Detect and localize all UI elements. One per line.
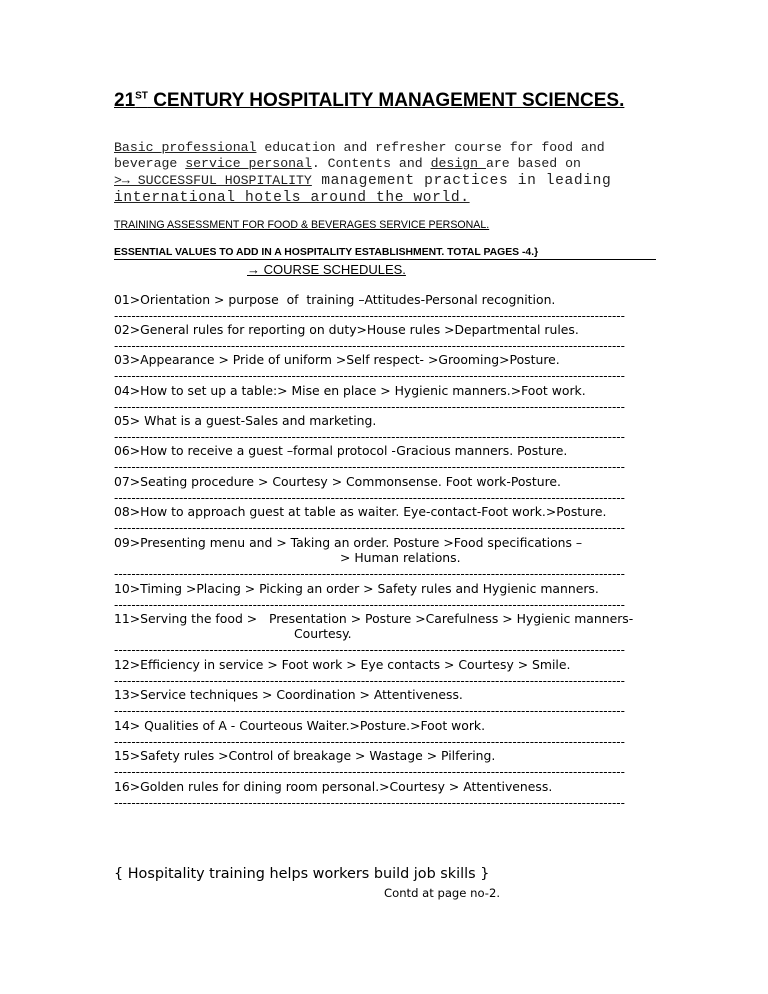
course-schedules-heading: → COURSE SCHEDULES. — [247, 262, 406, 277]
separator: ---------------------------------------------------------------------------------------------------------------------- — [114, 369, 625, 383]
assessment-heading: TRAINING ASSESSMENT FOR FOOD & BEVERAGES SERVICE PERSONAL. — [114, 219, 490, 231]
list-item: 12>Efficiency in service > Foot work > Eye contacts > Courtesy > Smile. — [114, 657, 571, 672]
separator: ---------------------------------------------------------------------------------------------------------------------- — [114, 674, 625, 688]
footer-tagline: { Hospitality training helps workers build job skills } — [114, 866, 490, 882]
continued-note: Contd at page no-2. — [384, 886, 501, 900]
separator: ---------------------------------------------------------------------------------------------------------------------- — [114, 491, 625, 505]
list-item: 01>Orientation > purpose of training –Attitudes-Personal recognition. — [114, 292, 556, 307]
intro-line-2: beverage service personal. Contents and design are based on — [114, 156, 581, 171]
list-item-continuation: Courtesy. — [294, 626, 352, 641]
list-item: 08>How to approach guest at table as waiter. Eye-contact-Foot work.>Posture. — [114, 504, 607, 519]
title-superscript: ST — [135, 90, 148, 102]
separator: ---------------------------------------------------------------------------------------------------------------------- — [114, 430, 625, 444]
intro-line-3: >→ SUCCESSFUL HOSPITALITY management practices in leading — [114, 173, 612, 189]
list-item: 15>Safety rules >Control of breakage > Wastage > Pilfering. — [114, 748, 496, 763]
list-item: 09>Presenting menu and > Taking an order. Posture >Food specifications – — [114, 535, 583, 550]
list-item: 05> What is a guest-Sales and marketing. — [114, 413, 377, 428]
separator: ---------------------------------------------------------------------------------------------------------------------- — [114, 339, 625, 353]
page-title: 21ST CENTURY HOSPITALITY MANAGEMENT SCIENCES. — [114, 90, 625, 111]
separator: ---------------------------------------------------------------------------------------------------------------------- — [114, 521, 625, 535]
separator: ---------------------------------------------------------------------------------------------------------------------- — [114, 765, 625, 779]
list-item-continuation: > Human relations. — [340, 550, 461, 565]
intro-line-4: international hotels around the world. — [114, 190, 470, 206]
list-item: 16>Golden rules for dining room personal.>Courtesy > Attentiveness. — [114, 779, 553, 794]
separator: ---------------------------------------------------------------------------------------------------------------------- — [114, 796, 625, 810]
list-item: 10>Timing >Placing > Picking an order > Safety rules and Hygienic manners. — [114, 581, 599, 596]
list-item: 02>General rules for reporting on duty>House rules >Departmental rules. — [114, 322, 579, 337]
list-item: 07>Seating procedure > Courtesy > Commonsense. Foot work-Posture. — [114, 474, 561, 489]
list-item: 11>Serving the food > Presentation > Posture >Carefulness > Hygienic manners- — [114, 611, 634, 626]
separator: ---------------------------------------------------------------------------------------------------------------------- — [114, 643, 625, 657]
separator: ---------------------------------------------------------------------------------------------------------------------- — [114, 460, 625, 474]
list-item: 14> Qualities of A - Courteous Waiter.>Posture.>Foot work. — [114, 718, 486, 733]
separator: ---------------------------------------------------------------------------------------------------------------------- — [114, 598, 625, 612]
essential-values-heading: ESSENTIAL VALUES TO ADD IN A HOSPITALITY ESTABLISHMENT. TOTAL PAGES -4.} — [114, 247, 656, 260]
separator: ---------------------------------------------------------------------------------------------------------------------- — [114, 567, 625, 581]
list-item: 13>Service techniques > Coordination > Attentiveness. — [114, 687, 463, 702]
separator: ---------------------------------------------------------------------------------------------------------------------- — [114, 400, 625, 414]
separator: ---------------------------------------------------------------------------------------------------------------------- — [114, 309, 625, 323]
intro-line-1: Basic professional education and refresher course for food and — [114, 140, 605, 155]
separator: ---------------------------------------------------------------------------------------------------------------------- — [114, 735, 625, 749]
list-item: 04>How to set up a table:> Mise en place > Hygienic manners.>Foot work. — [114, 383, 586, 398]
list-item: 03>Appearance > Pride of uniform >Self respect- >Grooming>Posture. — [114, 352, 560, 367]
list-item: 06>How to receive a guest –formal protocol -Gracious manners. Posture. — [114, 443, 568, 458]
separator: ---------------------------------------------------------------------------------------------------------------------- — [114, 704, 625, 718]
